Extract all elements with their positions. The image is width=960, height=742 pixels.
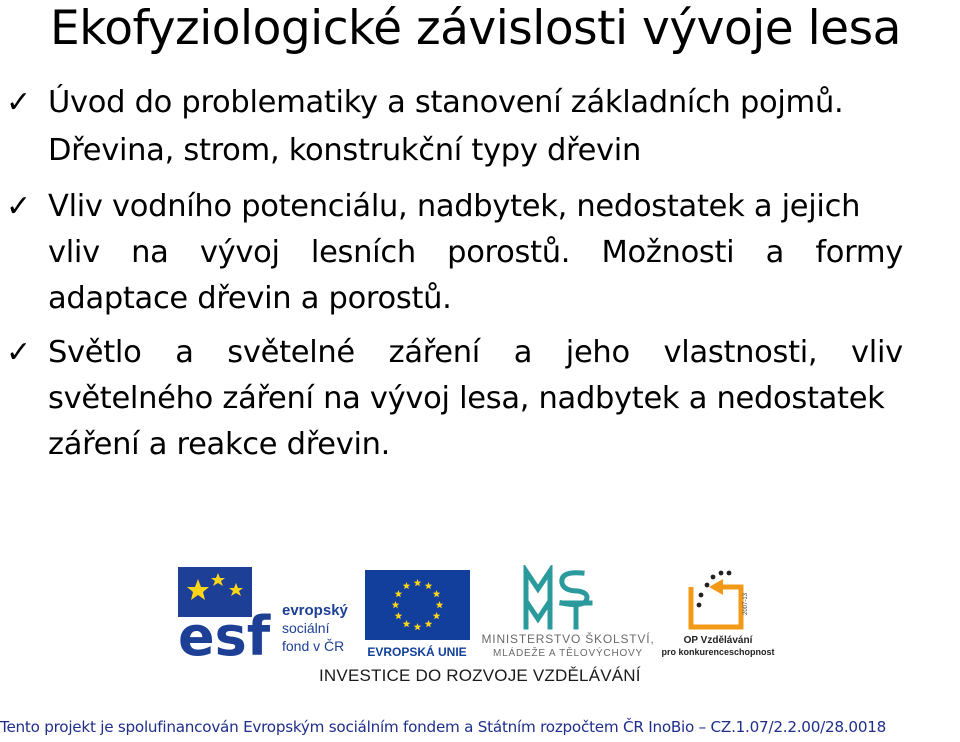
word: na <box>131 235 169 270</box>
word: jeho <box>565 335 630 370</box>
esf-label-2: sociální <box>282 620 330 636</box>
op-label-2: pro konkurenceschopnost <box>661 647 775 657</box>
word: vliv <box>851 335 903 370</box>
word: vývoj <box>199 235 280 270</box>
check-icon: ✓ <box>6 189 32 224</box>
bullet-1-line-1: Úvod do problematiky a stanovení základních pojmů. <box>48 85 844 120</box>
esf-label-3: fond v ČR <box>282 638 345 654</box>
word: Možnosti <box>601 235 735 270</box>
word: a <box>513 335 533 370</box>
op-label-1: OP Vzdělávání <box>683 635 753 646</box>
msmt-label-1: MINISTERSTVO ŠKOLSTVÍ, <box>481 632 655 646</box>
bullet-3-line-3: záření a reakce dřevin. <box>48 427 391 462</box>
eu-label: EVROPSKÁ UNIE <box>367 645 467 659</box>
op-years: 2007-13 <box>743 592 749 615</box>
op-vzdelavani-logo <box>661 565 781 665</box>
msmt-logo <box>478 565 658 665</box>
word: světelné <box>227 335 355 370</box>
word: Světlo <box>48 335 142 370</box>
eu-flag-logo <box>365 570 470 660</box>
esf-logo <box>178 567 360 663</box>
investice-slogan: INVESTICE DO ROZVOJE VZDĚLÁVÁNÍ <box>319 666 641 685</box>
word: a <box>175 335 194 370</box>
bullet-2-line-3: adaptace dřevin a porostů. <box>48 281 452 316</box>
slide-title: Ekofyziologické závislosti vývoje lesa <box>50 1 901 56</box>
msmt-label-2: MLÁDEŽE A TĚLOVÝCHOVY <box>493 648 643 659</box>
footer-note: Tento projekt je spolufinancován Evropským sociálním fondem a Státním rozpočtem ČR InoBio – CZ.1.07/2.2.00/28.0018 <box>0 718 887 736</box>
bullet-2-line-2 <box>48 230 903 276</box>
logo-strip <box>178 565 788 695</box>
check-icon: ✓ <box>6 85 32 120</box>
word: porostů. <box>447 235 571 270</box>
word: lesních <box>310 235 416 270</box>
word: formy <box>815 235 903 270</box>
check-icon: ✓ <box>6 335 32 370</box>
word: záření <box>388 335 480 370</box>
bullet-2-line-1: Vliv vodního potenciálu, nadbytek, nedostatek a jejich <box>48 189 861 224</box>
bullet-3-line-2: světelného záření na vývoj lesa, nadbytek a nedostatek <box>48 381 885 416</box>
word: a <box>765 235 785 270</box>
word: vlastnosti, <box>663 335 818 370</box>
word: vliv <box>48 235 100 270</box>
svg-text:esf: esf <box>178 605 271 663</box>
esf-label-1: evropský <box>282 602 348 619</box>
bullet-1-line-2: Dřevina, strom, konstrukční typy dřevin <box>48 133 642 168</box>
bullet-3-line-1 <box>48 330 903 376</box>
